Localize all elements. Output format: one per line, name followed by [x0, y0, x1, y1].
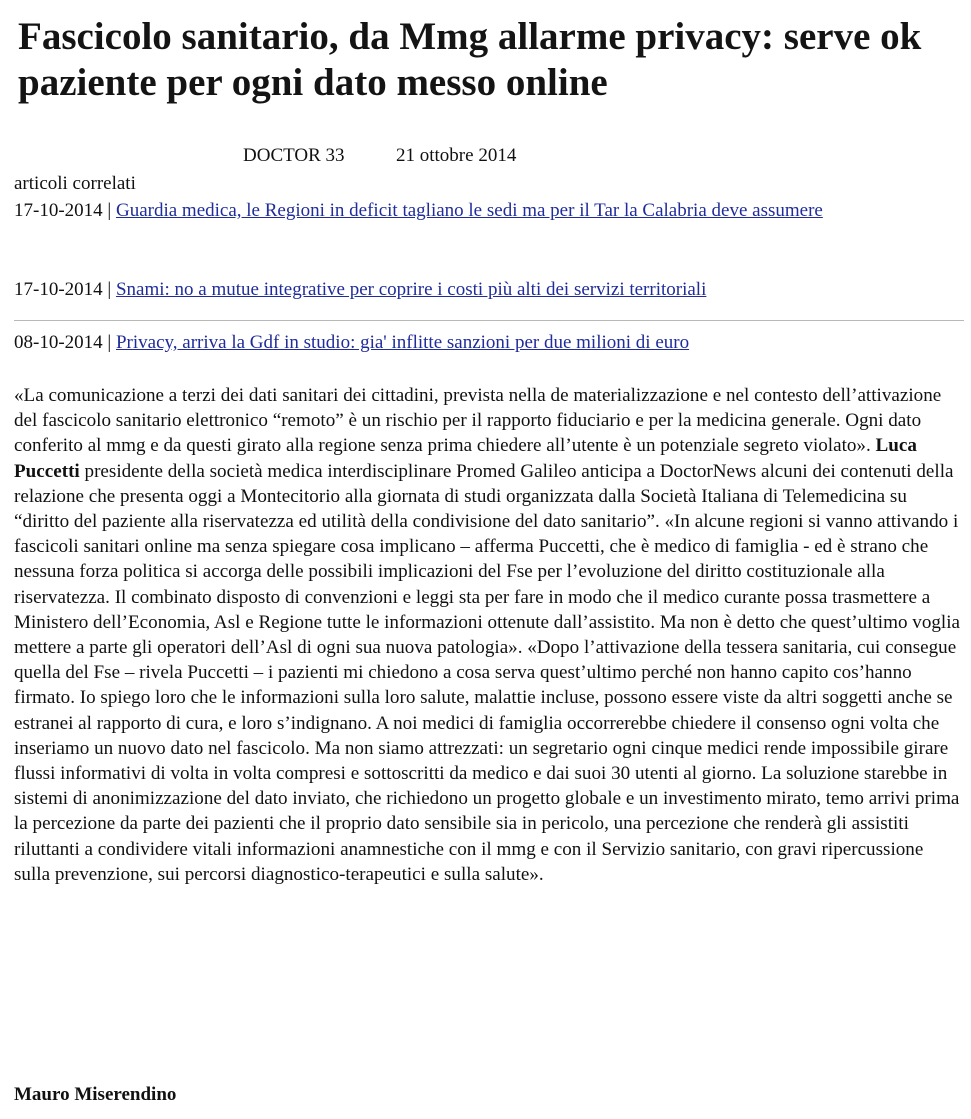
related-articles-label: articoli correlati	[14, 173, 136, 194]
article-body-main: presidente della società medica interdisciplinare Promed Galileo anticipa a DoctorNews alcuni dei contenuti della relazione che presenta oggi a Montecitorio alla giornata di studi organizzata dalla Società Italiana di Telemedicina su “diritto del paziente alla riservatezza ed utilità della condivisione del dato sanitario”. «In alcune regioni si vanno attivando i fascicoli sanitari online ma senza spiegare cosa implicano – afferma Puccetti, che è medico di famiglia - ed è strano che nessuna forza politica si accorga delle possibili implicazioni del Fse per l’evoluzione del diritto costituzionale alla riservatezza. Il combinato disposto di convenzioni e leggi sta per fare in modo che il medico curante possa trasmettere a Ministero dell’Economia, Asl e Regione tutte le informazioni ottenute dall’assistito. Ma non è detto che quest’ultimo voglia mettere a parte gli operatori dell’Asl di ogni sua nuova patologia». «Dopo l’attivazione della tessera sanitaria, cui consegue quella del Fse – rivela Puccetti – i pazienti mi chiedono a cosa serva quest’ultimo perché non hanno capito cos’hanno firmato. Io spiego loro che le informazioni sulla loro salute, malattie incluse, possono essere viste da altri soggetti anche se estranei al rapporto di cura, e loro s’indignano. A noi medici di famiglia occorrerebbe chiedere il consenso ogni volta che inseriamo un nuovo dato nel fascicolo. Ma non siamo attrezzati: un segretario ogni cinque medici rende impossibile girare flussi informativi di volta in volta compresi e sottoscritti da medico e dai suoi 30 utenti al giorno. La soluzione starebbe in sistemi di anonimizzazione del dato inviato, che richiedono un progetto globale e un investimento mirato, temo arrivi prima la percezione da parte dei pazienti che il proprio dato sensibile sia in pericolo, una percezione che renderà gli assistiti riluttanti a condividere vitali informazioni anamnestiche con il mmg e con il Servizio sanitario, con gravi ripercussione sulla prevenzione, sui percorsi diagnostico-terapeutici e sulla salute».	[14, 460, 960, 885]
article-title: Fascicolo sanitario, da Mmg allarme privacy: serve ok paziente per ogni dato messo online	[18, 15, 922, 104]
article-author: Mauro Miserendino	[14, 1084, 177, 1105]
related-article-link[interactable]: Privacy, arriva la Gdf in studio: gia' inflitte sanzioni per due milioni di euro	[115, 332, 690, 353]
related-article-item	[14, 198, 934, 224]
related-article-separator: |	[102, 332, 116, 353]
interviewee-name: Luca Puccetti	[14, 435, 917, 482]
related-article-item	[14, 330, 934, 356]
related-article-link[interactable]: Snami: no a mutue integrative per coprire i costi più alti dei servizi territoriali	[115, 279, 707, 300]
article-source: DOCTOR 33	[243, 145, 345, 166]
related-article-separator: |	[102, 200, 116, 221]
article-date: 21 ottobre 2014	[396, 145, 517, 166]
article-body	[14, 383, 962, 887]
related-article-separator: |	[102, 279, 116, 300]
divider	[14, 320, 964, 321]
article-body-intro: «La comunicazione a terzi dei dati sanitari dei cittadini, prevista nella de materializzazione e nel contesto dell’attivazione del fascicolo sanitario elettronico “remoto” è un rischio per il rapporto fiduciario e per la medicina generale. Ogni dato conferito al mmg e da questi girato alla regione senza prima chiedere all’utente è un potenziale segreto violato».	[14, 385, 942, 457]
related-article-item	[14, 277, 934, 303]
related-article-date: 17-10-2014	[14, 279, 103, 300]
related-article-date: 08-10-2014	[14, 332, 103, 353]
related-article-date: 17-10-2014	[14, 200, 103, 221]
related-article-link[interactable]: Guardia medica, le Regioni in deficit tagliano le sedi ma per il Tar la Calabria deve assumere	[115, 200, 823, 221]
